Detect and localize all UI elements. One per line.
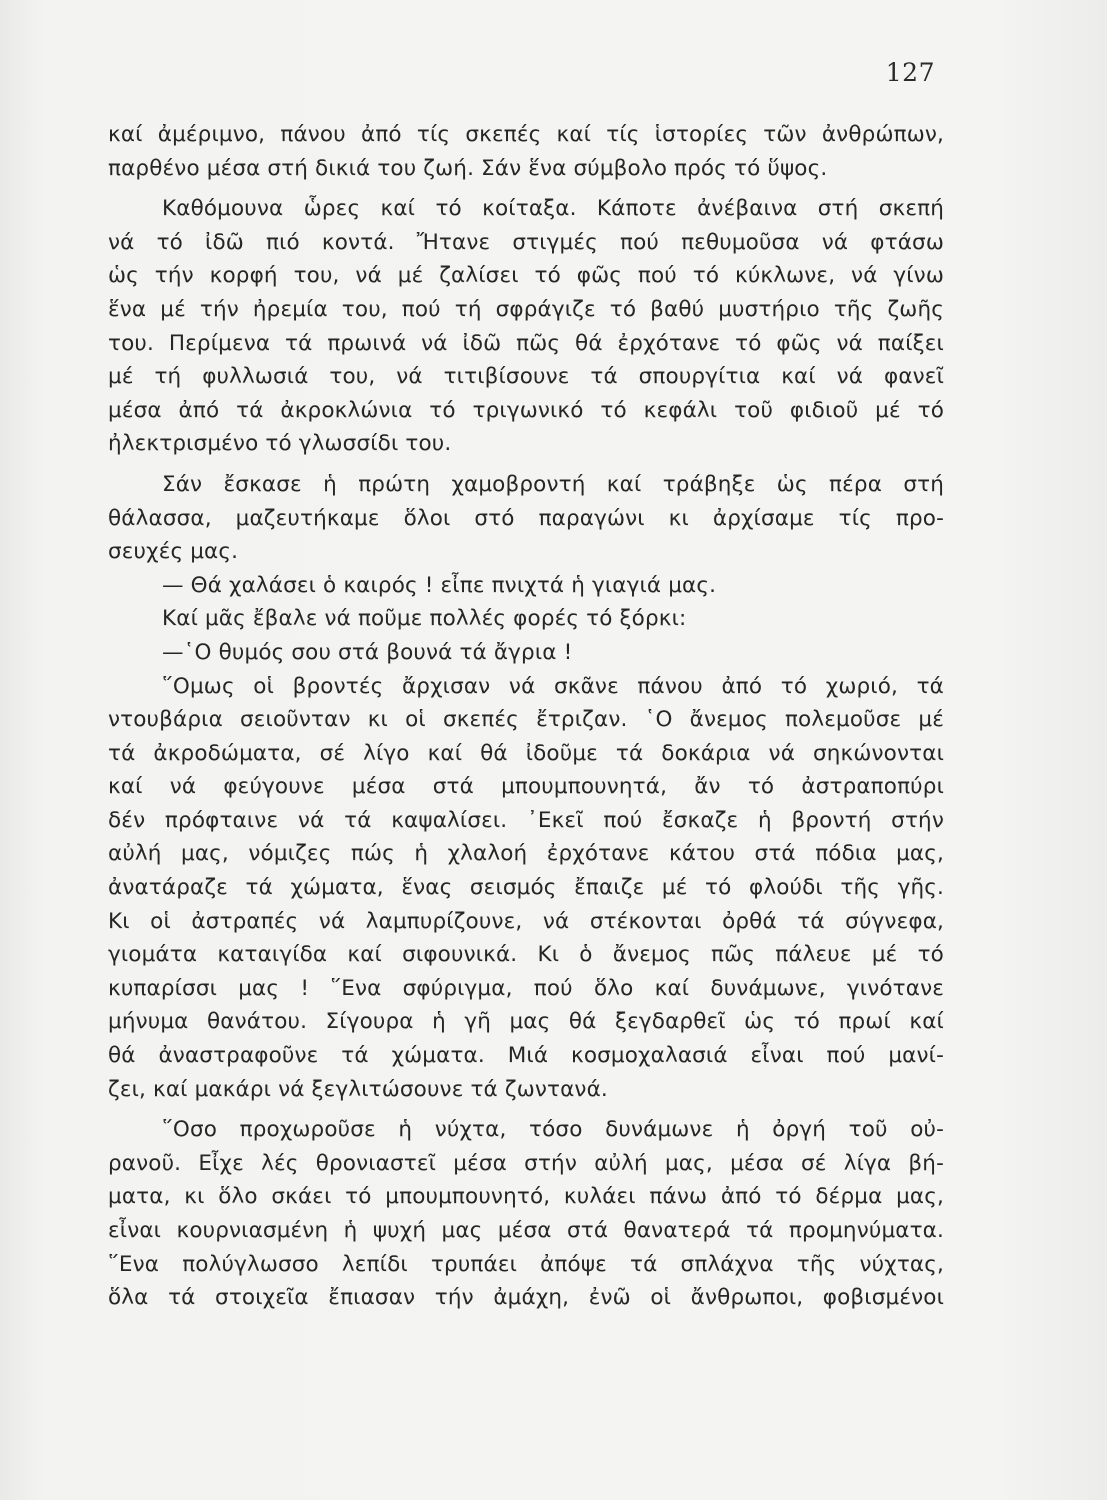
text-line: Καί μᾶς ἔβαλε νά ποῦμε πολλές φορές τό ξόρκι: bbox=[162, 606, 687, 632]
text-line: Κι οἱ ἀστραπές νά λαμπυρίζουνε, νά στέκονται ὀρθά τά σύγνεφα, bbox=[108, 908, 944, 934]
text-line: ζει, καί μακάρι νά ξεγλιτώσουνε τά ζωντανά. bbox=[108, 1076, 608, 1102]
text-line: ἀνατάραζε τά χώματα, ἕνας σεισμός ἔπαιζε μέ τό φλούδι τῆς γῆς. bbox=[108, 875, 944, 901]
text-line: ῞Οσο προχωροῦσε ἡ νύχτα, τόσο δυνάμωνε ἡ ὀργή τοῦ οὐ- bbox=[162, 1117, 944, 1143]
text-line: δέν πρόφταινε νά τά καψαλίσει. ᾿Εκεῖ πού ἔσκαζε ἡ βροντή στήν bbox=[108, 807, 944, 833]
text-line: θά ἀναστραφοῦνε τά χώματα. Μιά κοσμοχαλασιά εἶναι πού μανί- bbox=[108, 1043, 944, 1069]
text-line: κυπαρίσσι μας ! ῞Ενα σφύριγμα, πού ὅλο καί δυνάμωνε, γινότανε bbox=[108, 975, 944, 1001]
text-line: ἕνα μέ τήν ἠρεμία του, πού τή σφράγιζε τό βαθύ μυστήριο τῆς ζωῆς bbox=[108, 296, 944, 322]
text-line: σευχές μας. bbox=[108, 539, 239, 565]
text-line: μέσα ἀπό τά ἀκροκλώνια τό τριγωνικό τό κεφάλι τοῦ φιδιοῦ μέ τό bbox=[108, 397, 944, 423]
text-line: παρθένο μέσα στή δικιά του ζωή. Σάν ἕνα σύμβολο πρός τό ὕψος. bbox=[108, 155, 828, 181]
text-line: ἠλεκτρισμένο τό γλωσσίδι του. bbox=[108, 431, 452, 457]
text-line: ρανοῦ. Εἶχε λές θρονιαστεῖ μέσα στήν αὐλή μας, μέσα σέ λίγα βή- bbox=[108, 1150, 944, 1176]
text-line: καί ἀμέριμνο, πάνου ἀπό τίς σκεπές καί τίς ἱστορίες τῶν ἀνθρώπων, bbox=[108, 122, 944, 147]
text-line: μήνυμα θανάτου. Σίγουρα ἡ γῆ μας θά ξεγδαρθεῖ ὡς τό πρωί καί bbox=[108, 1009, 944, 1035]
text-line: ὡς τήν κορφή του, νά μέ ζαλίσει τό φῶς πού τό κύκλωνε, νά γίνω bbox=[108, 263, 944, 289]
text-line: εἶναι κουρνιασμένη ἡ ψυχή μας μέσα στά θανατερά τά προμηνύματα. bbox=[108, 1218, 944, 1243]
text-line: θάλασσα, μαζευτήκαμε ὅλοι στό παραγώνι κι ἀρχίσαμε τίς προ- bbox=[108, 505, 944, 531]
text-line: νά τό ἰδῶ πιό κοντά. Ἤτανε στιγμές πού πεθυμοῦσα νά φτάσω bbox=[108, 229, 944, 255]
text-line: καί νά φεύγουνε μέσα στά μπουμπουνητά, ἄν τό ἀστραποπύρι bbox=[108, 774, 944, 800]
text-line: ματα, κι ὅλο σκάει τό μπουμπουνητό, κυλάει πάνω ἀπό τό δέρμα μας, bbox=[108, 1184, 944, 1210]
body-text bbox=[108, 118, 944, 1315]
text-line: γιομάτα καταιγίδα καί σιφουνικά. Κι ὁ ἄνεμος πῶς πάλευε μέ τό bbox=[108, 942, 944, 968]
page-number: 127 bbox=[885, 58, 935, 87]
text-line: ὅλα τά στοιχεῖα ἔπιασαν τήν ἀμάχη, ἐνῶ οἱ ἄνθρωποι, φοβισμένοι bbox=[108, 1285, 944, 1311]
text-line: του. Περίμενα τά πρωινά νά ἰδῶ πῶς θά ἐρχότανε τό φῶς νά παίξει bbox=[108, 330, 944, 356]
text-line: Σάν ἔσκασε ἡ πρώτη χαμοβροντή καί τράβηξε ὡς πέρα στή bbox=[162, 471, 944, 497]
text-line: μέ τή φυλλωσιά του, νά τιτιβίσουνε τά σπουργίτια καί νά φανεῖ bbox=[108, 364, 944, 390]
text-line: ῞Ομως οἱ βροντές ἄρχισαν νά σκᾶνε πάνου ἀπό τό χωριό, τά bbox=[162, 673, 944, 699]
text-line: ντουβάρια σειοῦνταν κι οἱ σκεπές ἔτριζαν. ῾Ο ἄνεμος πολεμοῦσε μέ bbox=[108, 707, 944, 733]
dialogue-line: —῾Ο θυμός σου στά βουνά τά ἄγρια ! bbox=[162, 639, 573, 665]
text-line: Καθόμουνα ὧρες καί τό κοίταξα. Κάποτε ἀνέβαινα στή σκεπή bbox=[162, 196, 944, 222]
dialogue-line: — Θά χαλάσει ὁ καιρός ! εἶπε πνιχτά ἡ γιαγιά μας. bbox=[162, 572, 717, 598]
text-line: αὐλή μας, νόμιζες πώς ἡ χλαλοή ἐρχότανε κάτου στά πόδια μας, bbox=[108, 841, 944, 867]
text-line: τά ἀκροδώματα, σέ λίγο καί θά ἰδοῦμε τά δοκάρια νά σηκώνονται bbox=[108, 740, 944, 766]
text-line: ῞Ενα πολύγλωσσο λεπίδι τρυπάει ἀπόψε τά σπλάχνα τῆς νύχτας, bbox=[108, 1251, 944, 1277]
